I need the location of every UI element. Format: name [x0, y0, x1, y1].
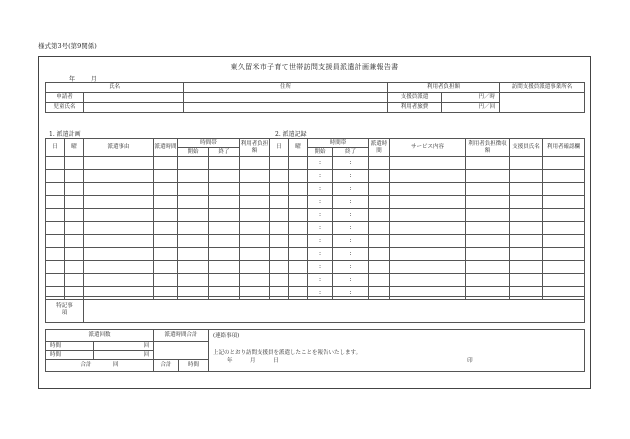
record-cell[interactable]	[390, 170, 466, 183]
record-cell[interactable]	[270, 274, 289, 287]
record-cell[interactable]	[510, 274, 543, 287]
plan-row	[46, 261, 270, 274]
plan-cell[interactable]	[240, 183, 270, 196]
record-cell[interactable]	[369, 248, 390, 261]
plan-cell[interactable]	[240, 196, 270, 209]
record-cell[interactable]	[270, 222, 289, 235]
plan-cell[interactable]	[65, 261, 84, 274]
plan-cell[interactable]	[84, 235, 154, 248]
plan-row	[46, 183, 270, 196]
record-cell[interactable]: :	[333, 183, 369, 196]
plan-cell[interactable]	[240, 209, 270, 222]
record-cell[interactable]	[289, 183, 308, 196]
record-cell[interactable]	[289, 196, 308, 209]
plan-cell[interactable]	[209, 261, 240, 274]
record-row	[270, 170, 585, 183]
record-row	[270, 248, 585, 261]
record-confirm-header: 利用者確認欄	[543, 139, 585, 157]
record-cell[interactable]	[289, 222, 308, 235]
record-cell[interactable]	[390, 183, 466, 196]
plan-cell[interactable]	[46, 235, 65, 248]
report-month: 月	[250, 358, 256, 365]
record-service-header: サービス内容	[390, 139, 466, 157]
plan-cell[interactable]	[240, 157, 270, 170]
record-start-header: 開始	[308, 148, 333, 157]
record-cell[interactable]: :	[308, 222, 333, 235]
record-row	[270, 183, 585, 196]
total-time-header: 派遣時間合計	[154, 330, 209, 342]
record-timeband-header: 時間帯	[308, 139, 369, 148]
plan-cell[interactable]	[154, 235, 178, 248]
record-cell[interactable]	[270, 183, 289, 196]
record-cell[interactable]	[390, 261, 466, 274]
plan-cell[interactable]	[154, 248, 178, 261]
page-title: 東久留米市子育て世帯訪問支援員派遣計画兼報告書	[230, 63, 399, 71]
record-cell[interactable]	[543, 157, 585, 170]
record-cell[interactable]: :	[308, 287, 333, 300]
count-row-unit: 回	[94, 342, 154, 351]
record-cell[interactable]	[270, 235, 289, 248]
record-cell[interactable]	[543, 235, 585, 248]
record-cell[interactable]: :	[308, 170, 333, 183]
record-cell[interactable]	[510, 157, 543, 170]
col-name-header: 氏名	[46, 83, 184, 93]
record-cell[interactable]	[369, 196, 390, 209]
record-cell[interactable]	[466, 222, 510, 235]
plan-cell[interactable]	[65, 170, 84, 183]
burden-label-travel: 利用者旅費	[388, 103, 442, 113]
office-name-field[interactable]	[500, 93, 585, 113]
plan-cell[interactable]	[178, 222, 209, 235]
record-cell[interactable]	[466, 209, 510, 222]
plan-cell[interactable]	[65, 209, 84, 222]
record-cell[interactable]	[289, 261, 308, 274]
plan-cell[interactable]	[209, 157, 240, 170]
plan-cell[interactable]	[46, 222, 65, 235]
record-cell[interactable]	[270, 196, 289, 209]
plan-cell[interactable]	[65, 222, 84, 235]
plan-burden-header: 利用者負担額	[240, 139, 270, 157]
plan-cell[interactable]	[84, 261, 154, 274]
plan-cell[interactable]	[46, 261, 65, 274]
record-cell[interactable]	[466, 183, 510, 196]
record-supporter-header: 支援員氏名	[510, 139, 543, 157]
plan-cell[interactable]	[154, 261, 178, 274]
summary-table	[45, 329, 585, 372]
record-day-header: 日	[270, 139, 289, 157]
count-row-unit: 回	[94, 351, 154, 360]
plan-section-label: 1. 派遣計画	[49, 131, 81, 138]
plan-cell[interactable]	[209, 235, 240, 248]
plan-cell[interactable]	[240, 248, 270, 261]
plan-cell[interactable]	[65, 248, 84, 261]
plan-row	[46, 274, 270, 287]
record-cell[interactable]	[390, 248, 466, 261]
record-row	[270, 157, 585, 170]
plan-cell[interactable]	[84, 248, 154, 261]
plan-cell[interactable]	[240, 222, 270, 235]
plan-cell[interactable]	[46, 248, 65, 261]
plan-row	[46, 170, 270, 183]
record-cell[interactable]	[369, 274, 390, 287]
record-cell[interactable]	[543, 196, 585, 209]
remarks-table	[45, 296, 585, 323]
record-burden-header: 利用者負担徴収額	[466, 139, 510, 157]
record-cell[interactable]	[543, 222, 585, 235]
record-section-label: 2. 派遣記録	[275, 131, 307, 138]
plan-cell[interactable]	[154, 274, 178, 287]
record-cell[interactable]	[510, 170, 543, 183]
plan-reason-header: 派遣事由	[84, 139, 154, 157]
plan-cell[interactable]	[154, 209, 178, 222]
record-cell[interactable]	[466, 196, 510, 209]
record-cell[interactable]	[543, 261, 585, 274]
record-cell[interactable]	[510, 183, 543, 196]
plan-timeband-header: 時間帯	[178, 139, 240, 148]
count-total-unit: 回	[113, 362, 119, 369]
record-cell[interactable]: :	[333, 222, 369, 235]
plan-row	[46, 248, 270, 261]
plan-cell[interactable]	[178, 157, 209, 170]
plan-cell[interactable]	[154, 196, 178, 209]
record-cell[interactable]	[543, 183, 585, 196]
plan-cell[interactable]	[178, 248, 209, 261]
seal-mark: 印	[467, 358, 473, 365]
record-cell[interactable]: :	[333, 157, 369, 170]
record-cell[interactable]	[369, 222, 390, 235]
plan-cell[interactable]	[178, 209, 209, 222]
date-year: 年	[69, 76, 76, 83]
record-cell[interactable]: :	[308, 209, 333, 222]
plan-cell[interactable]	[65, 183, 84, 196]
record-cell[interactable]	[289, 157, 308, 170]
record-cell[interactable]	[369, 157, 390, 170]
plan-cell[interactable]	[65, 196, 84, 209]
time-total-unit: 時間	[179, 360, 209, 372]
burden-value-travel: 円／回	[442, 103, 500, 113]
record-cell[interactable]: :	[308, 183, 333, 196]
record-cell[interactable]	[390, 196, 466, 209]
plan-cell[interactable]	[84, 274, 154, 287]
contact-cell	[209, 330, 585, 372]
record-cell[interactable]	[466, 261, 510, 274]
time-total-label: 合計	[154, 360, 179, 372]
record-row	[270, 235, 585, 248]
plan-hours-header: 派遣時間	[154, 139, 178, 157]
plan-cell[interactable]	[178, 261, 209, 274]
contact-label: (連絡事項)	[213, 333, 240, 339]
plan-cell[interactable]	[209, 248, 240, 261]
count-total-label: 合計	[80, 362, 92, 369]
record-cell[interactable]	[369, 261, 390, 274]
record-cell[interactable]	[466, 170, 510, 183]
plan-cell[interactable]	[84, 170, 154, 183]
record-cell[interactable]	[510, 248, 543, 261]
record-cell[interactable]	[270, 157, 289, 170]
record-cell[interactable]: :	[333, 235, 369, 248]
record-cell[interactable]	[289, 274, 308, 287]
remarks-field[interactable]	[84, 297, 585, 323]
record-cell[interactable]: :	[333, 209, 369, 222]
plan-cell[interactable]	[209, 170, 240, 183]
plan-cell[interactable]	[65, 274, 84, 287]
record-cell[interactable]: :	[308, 196, 333, 209]
record-row	[270, 274, 585, 287]
record-cell[interactable]	[390, 235, 466, 248]
applicant-address-field[interactable]	[184, 93, 388, 103]
plan-cell[interactable]	[154, 222, 178, 235]
record-row	[270, 209, 585, 222]
record-cell[interactable]	[510, 261, 543, 274]
record-cell[interactable]: :	[308, 274, 333, 287]
record-cell[interactable]	[369, 209, 390, 222]
record-cell[interactable]	[510, 235, 543, 248]
record-cell[interactable]: :	[308, 235, 333, 248]
plan-cell[interactable]	[46, 157, 65, 170]
row-applicant-label: 申請者	[46, 93, 84, 103]
plan-cell[interactable]	[84, 183, 154, 196]
report-date	[213, 358, 584, 364]
plan-row	[46, 235, 270, 248]
report-text: 上記のとおり訪問支援員を派遣したことを報告いたします。	[213, 350, 362, 357]
record-cell[interactable]: :	[333, 196, 369, 209]
form-number: 様式第3号(第9関係)	[38, 42, 97, 50]
record-weekday-header: 曜	[289, 139, 308, 157]
record-cell[interactable]	[510, 222, 543, 235]
plan-row	[46, 196, 270, 209]
plan-cell[interactable]	[209, 183, 240, 196]
burden-label-dispatch: 支援員派遣	[388, 93, 442, 103]
plan-cell[interactable]	[240, 170, 270, 183]
record-cell[interactable]	[289, 235, 308, 248]
record-end-header: 終了	[333, 148, 369, 157]
record-cell[interactable]: :	[333, 170, 369, 183]
plan-row	[46, 157, 270, 170]
record-cell[interactable]	[466, 274, 510, 287]
plan-cell[interactable]	[154, 157, 178, 170]
plan-cell[interactable]	[209, 222, 240, 235]
record-cell[interactable]: :	[333, 248, 369, 261]
plan-cell[interactable]	[84, 157, 154, 170]
record-hours-header: 派遣時間	[369, 139, 390, 157]
record-cell[interactable]: :	[308, 261, 333, 274]
record-cell[interactable]	[543, 170, 585, 183]
plan-cell[interactable]	[209, 209, 240, 222]
record-cell[interactable]: :	[333, 287, 369, 300]
record-cell[interactable]	[369, 235, 390, 248]
record-cell[interactable]	[289, 248, 308, 261]
record-cell[interactable]	[390, 222, 466, 235]
record-table	[269, 138, 585, 300]
count-row-label: 時間	[46, 351, 94, 360]
record-cell[interactable]: :	[308, 157, 333, 170]
plan-cell[interactable]	[46, 170, 65, 183]
applicant-name-field[interactable]	[84, 93, 184, 103]
plan-end-header: 終了	[209, 148, 240, 157]
plan-cell[interactable]	[240, 274, 270, 287]
record-cell[interactable]	[390, 209, 466, 222]
record-cell[interactable]	[270, 209, 289, 222]
plan-cell[interactable]	[154, 183, 178, 196]
record-cell[interactable]: :	[333, 261, 369, 274]
record-cell[interactable]: :	[308, 248, 333, 261]
record-row	[270, 261, 585, 274]
plan-row	[46, 222, 270, 235]
record-row	[270, 196, 585, 209]
record-cell[interactable]	[289, 209, 308, 222]
count-row-label: 時間	[46, 342, 94, 351]
remarks-label: 特記事項	[46, 297, 84, 323]
record-cell[interactable]	[270, 248, 289, 261]
record-cell[interactable]	[510, 196, 543, 209]
plan-cell[interactable]	[84, 222, 154, 235]
plan-cell[interactable]	[154, 170, 178, 183]
applicant-table	[45, 82, 585, 113]
record-cell[interactable]	[466, 248, 510, 261]
record-row	[270, 222, 585, 235]
plan-cell[interactable]	[46, 209, 65, 222]
plan-cell[interactable]	[65, 157, 84, 170]
record-cell[interactable]	[543, 209, 585, 222]
plan-cell[interactable]	[178, 274, 209, 287]
col-office-header: 訪問支援員派遣事業所名	[500, 83, 585, 93]
plan-cell[interactable]	[84, 209, 154, 222]
plan-cell[interactable]	[46, 274, 65, 287]
total-time-field[interactable]	[154, 342, 209, 360]
plan-cell[interactable]	[46, 183, 65, 196]
plan-row	[46, 209, 270, 222]
report-day: 日	[273, 358, 279, 365]
record-cell[interactable]	[369, 170, 390, 183]
child-address-field[interactable]	[184, 103, 388, 113]
record-cell[interactable]	[543, 248, 585, 261]
plan-day-header: 日	[46, 139, 65, 157]
record-cell[interactable]	[466, 235, 510, 248]
record-cell[interactable]	[466, 157, 510, 170]
record-cell[interactable]	[390, 157, 466, 170]
row-child-label: 児童氏名	[46, 103, 84, 113]
record-cell[interactable]	[390, 274, 466, 287]
plan-start-header: 開始	[178, 148, 209, 157]
plan-cell[interactable]	[46, 196, 65, 209]
date-month: 月	[90, 76, 97, 83]
plan-cell[interactable]	[178, 170, 209, 183]
plan-cell[interactable]	[178, 183, 209, 196]
child-name-field[interactable]	[84, 103, 184, 113]
plan-cell[interactable]	[240, 261, 270, 274]
record-cell[interactable]: :	[333, 274, 369, 287]
report-year: 年	[227, 358, 233, 365]
col-address-header: 住所	[184, 83, 388, 93]
plan-cell[interactable]	[209, 196, 240, 209]
plan-cell[interactable]	[240, 235, 270, 248]
col-burden-header: 利用者負担額	[388, 83, 500, 93]
plan-cell[interactable]	[178, 196, 209, 209]
plan-cell[interactable]	[65, 235, 84, 248]
record-cell[interactable]	[510, 209, 543, 222]
record-cell[interactable]	[289, 170, 308, 183]
burden-value-dispatch: 円／時	[442, 93, 500, 103]
count-total	[46, 360, 154, 372]
plan-cell[interactable]	[178, 235, 209, 248]
count-header: 派遣回数	[46, 330, 154, 342]
plan-cell[interactable]	[84, 196, 154, 209]
record-cell[interactable]	[369, 183, 390, 196]
record-cell[interactable]	[270, 261, 289, 274]
plan-cell[interactable]	[209, 274, 240, 287]
record-cell[interactable]	[543, 274, 585, 287]
plan-table	[45, 138, 270, 300]
record-cell[interactable]	[270, 170, 289, 183]
plan-weekday-header: 曜	[65, 139, 84, 157]
